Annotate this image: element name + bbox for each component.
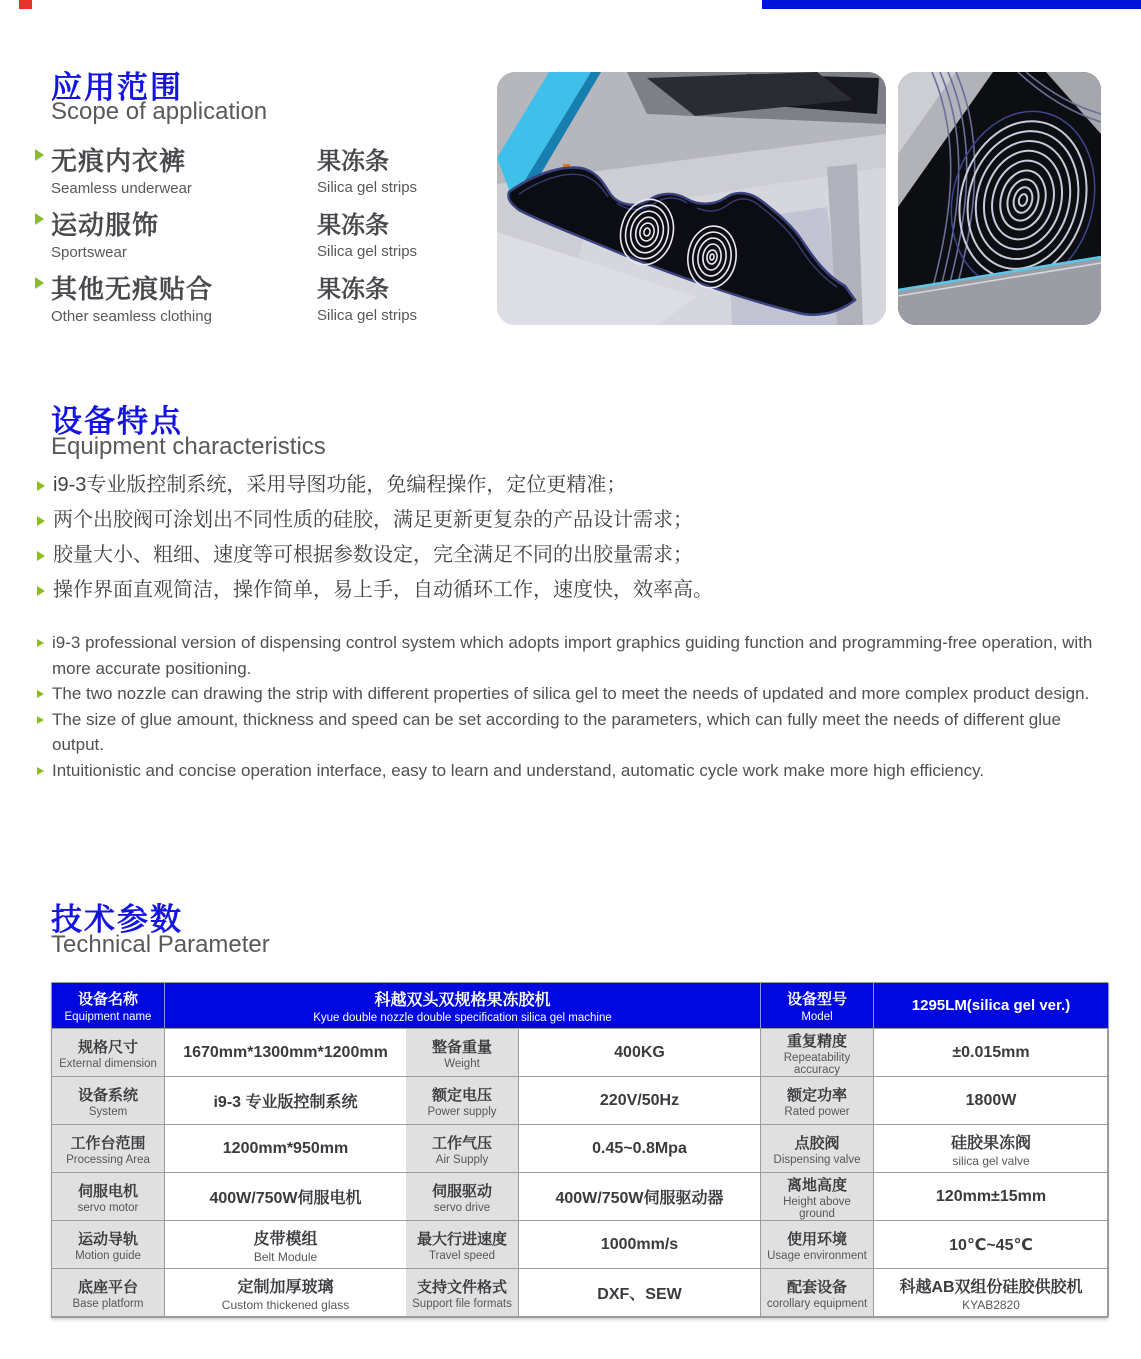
param-label: 工作气压 Air Supply [406,1125,519,1173]
param-value: 皮带模组 Belt Module [165,1221,406,1269]
param-value: 1800W [874,1077,1109,1125]
param-value: 硅胶果冻阀 silica gel valve [874,1125,1109,1173]
param-value: 120mm±15mm [874,1173,1109,1221]
scope-item-tag [317,141,417,196]
machine-worktable-photo [497,72,886,325]
header-model: 设备型号 Model [761,983,874,1029]
feature-en: i9-3 professional version of dispensing control system which adopts import graphics guiding function and programming-free operation, with more accurate positioning. [37,630,1110,681]
scope-item-zh: 无痕内衣裤 [51,146,187,176]
arrow-bullet-icon [35,149,44,161]
feature-zh: 操作界面直观简洁，操作简单，易上手，自动循环工作，速度快，效率高。 [37,573,1117,608]
param-label: 工作台范围 Processing Area [52,1125,165,1173]
feature-zh: 胶量大小、粗细、速度等可根据参数设定，完全满足不同的出胶量需求； [37,538,1117,573]
param-value: 0.45~0.8Mpa [519,1125,761,1173]
red-accent-mark [19,0,32,9]
param-value: 1200mm*950mm [165,1125,406,1173]
top-blue-bar [762,0,1141,9]
param-label: 使用环境 Usage environment [761,1221,874,1269]
param-label: 点胶阀 Dispensing valve [761,1125,874,1173]
param-label: 额定功率 Rated power [761,1077,874,1125]
param-label: 运动导轨 Motion guide [52,1221,165,1269]
feature-list-en [37,630,1110,783]
scope-item-en: Sportswear [51,244,127,261]
param-value: ±0.015mm [874,1029,1109,1077]
param-label: 重复精度 Repeatability accuracy [761,1029,874,1077]
scope-item-zh: 其他无痕贴合 [51,274,214,304]
scope-tag-zh: 果冻条 [317,212,389,239]
header-equipment-name: 设备名称 Equipment name [52,983,165,1029]
arrow-bullet-icon [35,277,44,289]
header-machine-name: 科越双头双规格果冻胶机 Kyue double nozzle double specification silica gel machine [165,983,761,1029]
scope-title-en: Scope of application [51,98,268,125]
param-label: 配套设备 corollary equipment [761,1269,874,1317]
feature-en: Intuitionistic and concise operation interface, easy to learn and understand, automatic cycle work make more high efficiency. [37,758,1110,784]
param-value: 400W/750W伺服电机 [165,1173,406,1221]
arrow-bullet-icon [35,213,44,225]
scope-item-tag [317,269,417,324]
param-label: 规格尺寸 External dimension [52,1029,165,1077]
param-value: i9-3 专业版控制系统 [165,1077,406,1125]
param-value: 400KG [519,1029,761,1077]
scope-tag-zh: 果冻条 [317,148,389,175]
scope-item-en: Seamless underwear [51,180,192,197]
tech-title-en: Technical Parameter [51,931,270,958]
features-title-zh: 设备特点 [51,404,183,439]
param-label: 整备重量 Weight [406,1029,519,1077]
param-label: 离地高度 Height above ground [761,1173,874,1221]
scope-item-tag [317,205,417,260]
scope-item-en: Other seamless clothing [51,308,212,325]
param-value: 1000mm/s [519,1221,761,1269]
param-value: 400W/750W伺服驱动器 [519,1173,761,1221]
param-label: 伺服驱动 servo drive [406,1173,519,1221]
param-label: 额定电压 Power supply [406,1077,519,1125]
feature-zh: i9-3专业版控制系统，采用导图功能，免编程操作，定位更精准； [37,468,1117,503]
feature-en: The two nozzle can drawing the strip with different properties of silica gel to meet the needs of updated and more complex product design. [37,681,1110,707]
technical-parameter-table [51,982,1108,1318]
scope-tag-en: Silica gel strips [317,243,418,260]
param-label: 底座平台 Base platform [52,1269,165,1317]
param-label: 支持文件格式 Support file formats [406,1269,519,1317]
param-value: 定制加厚玻璃 Custom thickened glass [165,1269,406,1317]
feature-zh: 两个出胶阀可涂划出不同性质的硅胶，满足更新更复杂的产品设计需求； [37,503,1117,538]
tech-title-zh: 技术参数 [51,902,183,937]
param-label: 最大行进速度 Travel speed [406,1221,519,1269]
feature-en: The size of glue amount, thickness and speed can be set according to the parameters, which can fully meet the needs of different glue output. [37,707,1110,758]
scope-title-zh: 应用范围 [51,70,183,105]
param-value: 1670mm*1300mm*1200mm [165,1029,406,1077]
header-model-value: 1295LM(silica gel ver.) [874,983,1109,1029]
glue-spiral-closeup-photo [898,72,1101,325]
scope-tag-en: Silica gel strips [317,179,418,196]
param-value: 10℃~45℃ [874,1221,1109,1269]
param-value: DXF、SEW [519,1269,761,1317]
features-title-en: Equipment characteristics [51,433,326,460]
scope-item-zh: 运动服饰 [51,210,160,240]
param-label: 伺服电机 servo motor [52,1173,165,1221]
param-value: 220V/50Hz [519,1077,761,1125]
param-value: 科越AB双组份硅胶供胶机 KYAB2820 [874,1269,1109,1317]
param-label: 设备系统 System [52,1077,165,1125]
scope-tag-zh: 果冻条 [317,276,389,303]
scope-tag-en: Silica gel strips [317,307,418,324]
feature-list-zh [37,468,1117,608]
